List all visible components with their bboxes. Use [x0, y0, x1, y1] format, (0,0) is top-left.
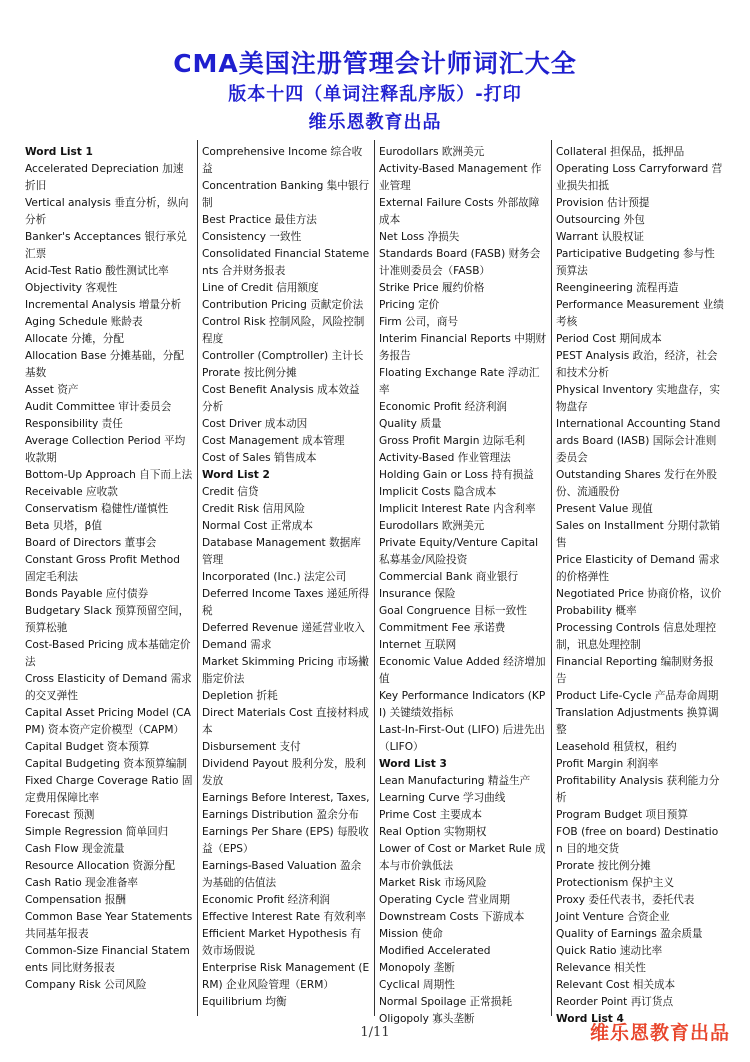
vocab-entry: Deferred Revenue 递延营业收入 [202, 622, 365, 634]
vocab-entry: Cost-Based Pricing 成本基础定价法 [25, 639, 191, 668]
vocab-entry: Comprehensive Income 综合收益 [202, 146, 363, 175]
vocab-entry: FOB (free on board) Destination 目的地交货 [556, 826, 719, 855]
vocab-entry: Learning Curve 学习曲线 [379, 792, 506, 804]
vocab-entry: Gross Profit Margin 边际毛利 [379, 435, 526, 447]
vocab-entry: Consistency 一致性 [202, 231, 302, 243]
vocab-entry: Beta 贝塔，β值 [25, 520, 102, 532]
vocab-entry: Key Performance Indicators (KPI) 关键绩效指标 [379, 690, 546, 719]
vocab-entry: Relevant Cost 相关成本 [556, 979, 676, 991]
vocab-entry: Common Base Year Statements 共同基年报表 [25, 911, 193, 940]
word-list-heading: Word List 2 [202, 469, 270, 481]
vocab-entry: Operating Cycle 营业周期 [379, 894, 511, 906]
vocab-entry: Market Risk 市场风险 [379, 877, 487, 889]
vocab-entry: Financial Reporting 编制财务报告 [556, 656, 714, 685]
vocab-entry: Control Risk 控制风险，风险控制程度 [202, 316, 365, 345]
vocab-entry: Credit Risk 信用风险 [202, 503, 305, 515]
vocab-entry: Private Equity/Venture Capital 私募基金/风险投资 [379, 537, 539, 566]
word-list-heading: Word List 1 [25, 146, 93, 158]
vocab-entry: Mission 使命 [379, 928, 443, 940]
vocab-entry: Earnings Distribution 盈余分布 [202, 809, 359, 821]
vocab-entry: Net Loss 净损失 [379, 231, 460, 243]
vocab-entry: Credit 信贷 [202, 486, 259, 498]
vocab-entry: Company Risk 公司风险 [25, 979, 147, 991]
vocab-entry: Capital Budget 资本预算 [25, 741, 150, 753]
vocab-entry: External Failure Costs 外部故障成本 [379, 197, 540, 226]
vocab-entry: Capital Asset Pricing Model (CAPM) 资本资产定价模型（CAPM） [25, 707, 191, 736]
vocab-entry: Participative Budgeting 参与性预算法 [556, 248, 715, 277]
publisher-watermark: 维乐恩教育出品 [590, 1022, 731, 1044]
vocab-entry: Best Practice 最佳方法 [202, 214, 317, 226]
vocab-entry: Average Collection Period 平均收款期 [25, 435, 186, 464]
vocab-entry: Earnings-Based Valuation 盈余为基础的估值法 [202, 860, 362, 889]
vocab-entry: Collateral 担保品，抵押品 [556, 146, 685, 158]
vocab-column-2 [197, 140, 374, 1016]
vocab-entry: Holding Gain or Loss 持有损益 [379, 469, 534, 481]
vocab-entry: Monopoly 垄断 [379, 962, 455, 974]
vocab-entry: Line of Credit 信用额度 [202, 282, 319, 294]
vocab-entry: Commercial Bank 商业银行 [379, 571, 519, 583]
vocab-entry: Cost of Sales 销售成本 [202, 452, 317, 464]
vocab-entry: Controller (Comptroller) 主计长 [202, 350, 364, 362]
vocab-entry: Market Skimming Pricing 市场撇脂定价法 [202, 656, 369, 685]
vocab-entry: Firm 公司，商号 [379, 316, 459, 328]
vocab-entry: International Accounting Standards Board (IASB) 国际会计准则委员会 [556, 418, 721, 464]
vocab-entry: Standards Board (FASB) 财务会计准则委员会（FASB） [379, 248, 541, 277]
vocab-entry: Consolidated Financial Statements 合并财务报表 [202, 248, 370, 277]
vocab-entry: Period Cost 期间成本 [556, 333, 662, 345]
vocab-entry: Internet 互联网 [379, 639, 457, 651]
vocab-entry: Aging Schedule 账龄表 [25, 316, 143, 328]
vocab-entry: Provision 估计预提 [556, 197, 650, 209]
vocab-entry: Downstream Costs 下游成本 [379, 911, 525, 923]
word-list-heading: Word List 3 [379, 758, 447, 770]
vocab-entry: Allocate 分摊，分配 [25, 333, 124, 345]
vocab-entry: Demand 需求 [202, 639, 272, 651]
vocab-entry: Oligopoly 寡头垄断 [379, 1013, 475, 1025]
vocab-entry: Insurance 保险 [379, 588, 456, 600]
vocab-entry: Physical Inventory 实地盘存，实物盘存 [556, 384, 720, 413]
vocab-entry: Deferred Income Taxes 递延所得税 [202, 588, 370, 617]
vocab-entry: Bonds Payable 应付债券 [25, 588, 149, 600]
vocab-entry: Joint Venture 合资企业 [556, 911, 670, 923]
vocab-entry: Activity-Based Management 作业管理 [379, 163, 542, 192]
vocab-entry: Warrant 认股权证 [556, 231, 644, 243]
vocab-entry: Floating Exchange Rate 浮动汇率 [379, 367, 540, 396]
vocab-entry: Bottom-Up Approach 自下而上法 [25, 469, 193, 481]
vocab-entry: Cross Elasticity of Demand 需求的交叉弹性 [25, 673, 192, 702]
vocab-entry: Depletion 折耗 [202, 690, 278, 702]
vocab-entry: Eurodollars 欧洲美元 [379, 146, 485, 158]
vocab-entry: Cost Driver 成本动因 [202, 418, 308, 430]
vocab-entry: Negotiated Price 协商价格，议价 [556, 588, 722, 600]
vocab-entry: Acid-Test Ratio 酸性测试比率 [25, 265, 169, 277]
vocab-entry: Program Budget 项目预算 [556, 809, 688, 821]
vocab-entry: Implicit Costs 隐含成本 [379, 486, 497, 498]
vocab-entry: Objectivity 客观性 [25, 282, 118, 294]
vocab-entry: Economic Profit 经济利润 [379, 401, 508, 413]
publisher-line: 维乐恩教育出品 [308, 112, 442, 133]
vocab-entry: Outsourcing 外包 [556, 214, 645, 226]
vocab-entry: Relevance 相关性 [556, 962, 646, 974]
vocab-entry: Commitment Fee 承诺费 [379, 622, 506, 634]
vocab-entry: Audit Committee 审计委员会 [25, 401, 172, 413]
vocab-entry: Cost Management 成本管理 [202, 435, 345, 447]
vocab-entry: Economic Profit 经济利润 [202, 894, 331, 906]
vocab-entry: Proxy 委任代表书，委托代表 [556, 894, 695, 906]
vocab-column-3 [374, 140, 551, 1025]
vocab-entry: Budgetary Slack 预算预留空间，预算松驰 [25, 605, 190, 634]
vocab-entry: Constant Gross Profit Method 固定毛利法 [25, 554, 180, 583]
vocab-entry: Resource Allocation 资源分配 [25, 860, 175, 872]
vocab-entry: Accelerated Depreciation 加速折旧 [25, 163, 184, 192]
vocab-entry: PEST Analysis 政治，经济，社会和技术分析 [556, 350, 718, 379]
vocab-entry: Cyclical 周期性 [379, 979, 455, 991]
vocab-entry: Compensation 报酬 [25, 894, 127, 906]
vocab-entry: Database Management 数据库管理 [202, 537, 361, 566]
vocab-entry: Price Elasticity of Demand 需求的价格弹性 [556, 554, 720, 583]
vocab-entry: Effective Interest Rate 有效利率 [202, 911, 366, 923]
document-subtitle: 版本十四（单词注释乱序版）-打印 [228, 84, 522, 105]
vocab-entry: Receivable 应收款 [25, 486, 118, 498]
vocab-entry: Implicit Interest Rate 内含利率 [379, 503, 536, 515]
vocab-entry: Leasehold 租赁权，租约 [556, 741, 677, 753]
vocab-entry: Profit Margin 利润率 [556, 758, 659, 770]
vocab-entry: Direct Materials Cost 直接材料成本 [202, 707, 369, 736]
vocab-entry: Cash Ratio 现金准备率 [25, 877, 139, 889]
vocab-entry: Normal Spoilage 正常损耗 [379, 996, 512, 1008]
vocab-entry: Lean Manufacturing 精益生产 [379, 775, 531, 787]
vocab-entry: Disbursement 支付 [202, 741, 301, 753]
vocab-entry: Fixed Charge Coverage Ratio 固定费用保障比率 [25, 775, 193, 804]
vocab-entry: Simple Regression 简单回归 [25, 826, 169, 838]
vocab-entry: Quality 质量 [379, 418, 442, 430]
vocab-entry: Cash Flow 现金流量 [25, 843, 125, 855]
vocab-entry: Translation Adjustments 换算调整 [556, 707, 719, 736]
word-list-heading: Word List 4 [556, 1013, 624, 1025]
vocab-entry: Protectionism 保护主义 [556, 877, 675, 889]
vocab-entry: Pricing 定价 [379, 299, 440, 311]
vocab-column-1 [22, 140, 197, 1016]
vocab-entry: Product Life-Cycle 产品寿命周期 [556, 690, 719, 702]
vocab-entry: Probability 概率 [556, 605, 637, 617]
vocab-entry: Present Value 现值 [556, 503, 653, 515]
vocab-entry: Responsibility 责任 [25, 418, 123, 430]
vocab-entry: Last-In-First-Out (LIFO) 后进先出（LIFO） [379, 724, 546, 753]
vocab-entry: Dividend Payout 股利分发，股利发放 [202, 758, 366, 787]
vocab-entry: Processing Controls 信息处理控制，讯息处理控制 [556, 622, 717, 651]
vocab-entry: Performance Measurement 业绩考核 [556, 299, 724, 328]
vocab-entry: Forecast 预测 [25, 809, 95, 821]
vocab-entry: Prorate 按比例分摊 [202, 367, 297, 379]
vocab-entry: Sales on Installment 分期付款销售 [556, 520, 721, 549]
vocab-entry: Quality of Earnings 盈余质量 [556, 928, 703, 940]
vocab-entry: Eurodollars 欧洲美元 [379, 520, 485, 532]
vocab-entry: Interim Financial Reports 中期财务报告 [379, 333, 547, 362]
vocab-entry: Conservatism 稳健性/谨慎性 [25, 503, 169, 515]
vocab-entry: Goal Congruence 目标一致性 [379, 605, 527, 617]
vocab-entry: Lower of Cost or Market Rule 成本与市价孰低法 [379, 843, 546, 872]
vocab-entry: Contribution Pricing 贡献定价法 [202, 299, 364, 311]
vocab-entry: Incorporated (Inc.) 法定公司 [202, 571, 347, 583]
vocab-entry: Common-Size Financial Statements 同比财务报表 [25, 945, 190, 974]
vocab-entry: Cost Benefit Analysis 成本效益分析 [202, 384, 360, 413]
vocab-entry: Economic Value Added 经济增加值 [379, 656, 546, 685]
vocab-entry: Prime Cost 主要成本 [379, 809, 482, 821]
vocab-entry: Quick Ratio 速动比率 [556, 945, 663, 957]
vocab-entry: Earnings Per Share (EPS) 每股收益（EPS） [202, 826, 369, 855]
vocab-entry: Vertical analysis 垂直分析，纵向分析 [25, 197, 189, 226]
vocabulary-columns [22, 140, 728, 1025]
vocab-entry: Real Option 实物期权 [379, 826, 487, 838]
vocab-entry: Strike Price 履约价格 [379, 282, 485, 294]
vocab-entry: Enterprise Risk Management (ERM) 企业风险管理（ERM） [202, 962, 370, 991]
vocab-entry: Reengineering 流程再造 [556, 282, 679, 294]
vocab-entry: Asset 资产 [25, 384, 79, 396]
vocab-entry: Modified Accelerated [379, 945, 491, 957]
vocab-entry: Outstanding Shares 发行在外股份、流通股份 [556, 469, 717, 498]
vocab-entry: Capital Budgeting 资本预算编制 [25, 758, 187, 770]
vocab-entry: Normal Cost 正常成本 [202, 520, 313, 532]
vocab-entry: Prorate 按比例分摊 [556, 860, 651, 872]
vocab-entry: Incremental Analysis 增量分析 [25, 299, 182, 311]
vocab-column-4 [551, 140, 728, 1025]
vocab-entry: Allocation Base 分摊基础，分配基数 [25, 350, 184, 379]
vocab-entry: Efficient Market Hypothesis 有效市场假说 [202, 928, 362, 957]
page-number: 1/11 [360, 1025, 390, 1040]
vocab-entry: Earnings Before Interest, Taxes, [202, 792, 370, 804]
vocab-entry: Profitability Analysis 获利能力分析 [556, 775, 720, 804]
vocab-entry: Operating Loss Carryforward 营业损失扣抵 [556, 163, 723, 192]
vocab-entry: Board of Directors 董事会 [25, 537, 157, 549]
vocab-entry: Concentration Banking 集中银行制 [202, 180, 370, 209]
vocab-entry: Reorder Point 再订货点 [556, 996, 674, 1008]
vocab-entry: Equilibrium 均衡 [202, 996, 287, 1008]
vocab-entry: Activity-Based 作业管理法 [379, 452, 511, 464]
vocab-entry: Banker's Acceptances 银行承兑汇票 [25, 231, 187, 260]
document-title: CMA美国注册管理会计师词汇大全 [173, 49, 577, 78]
